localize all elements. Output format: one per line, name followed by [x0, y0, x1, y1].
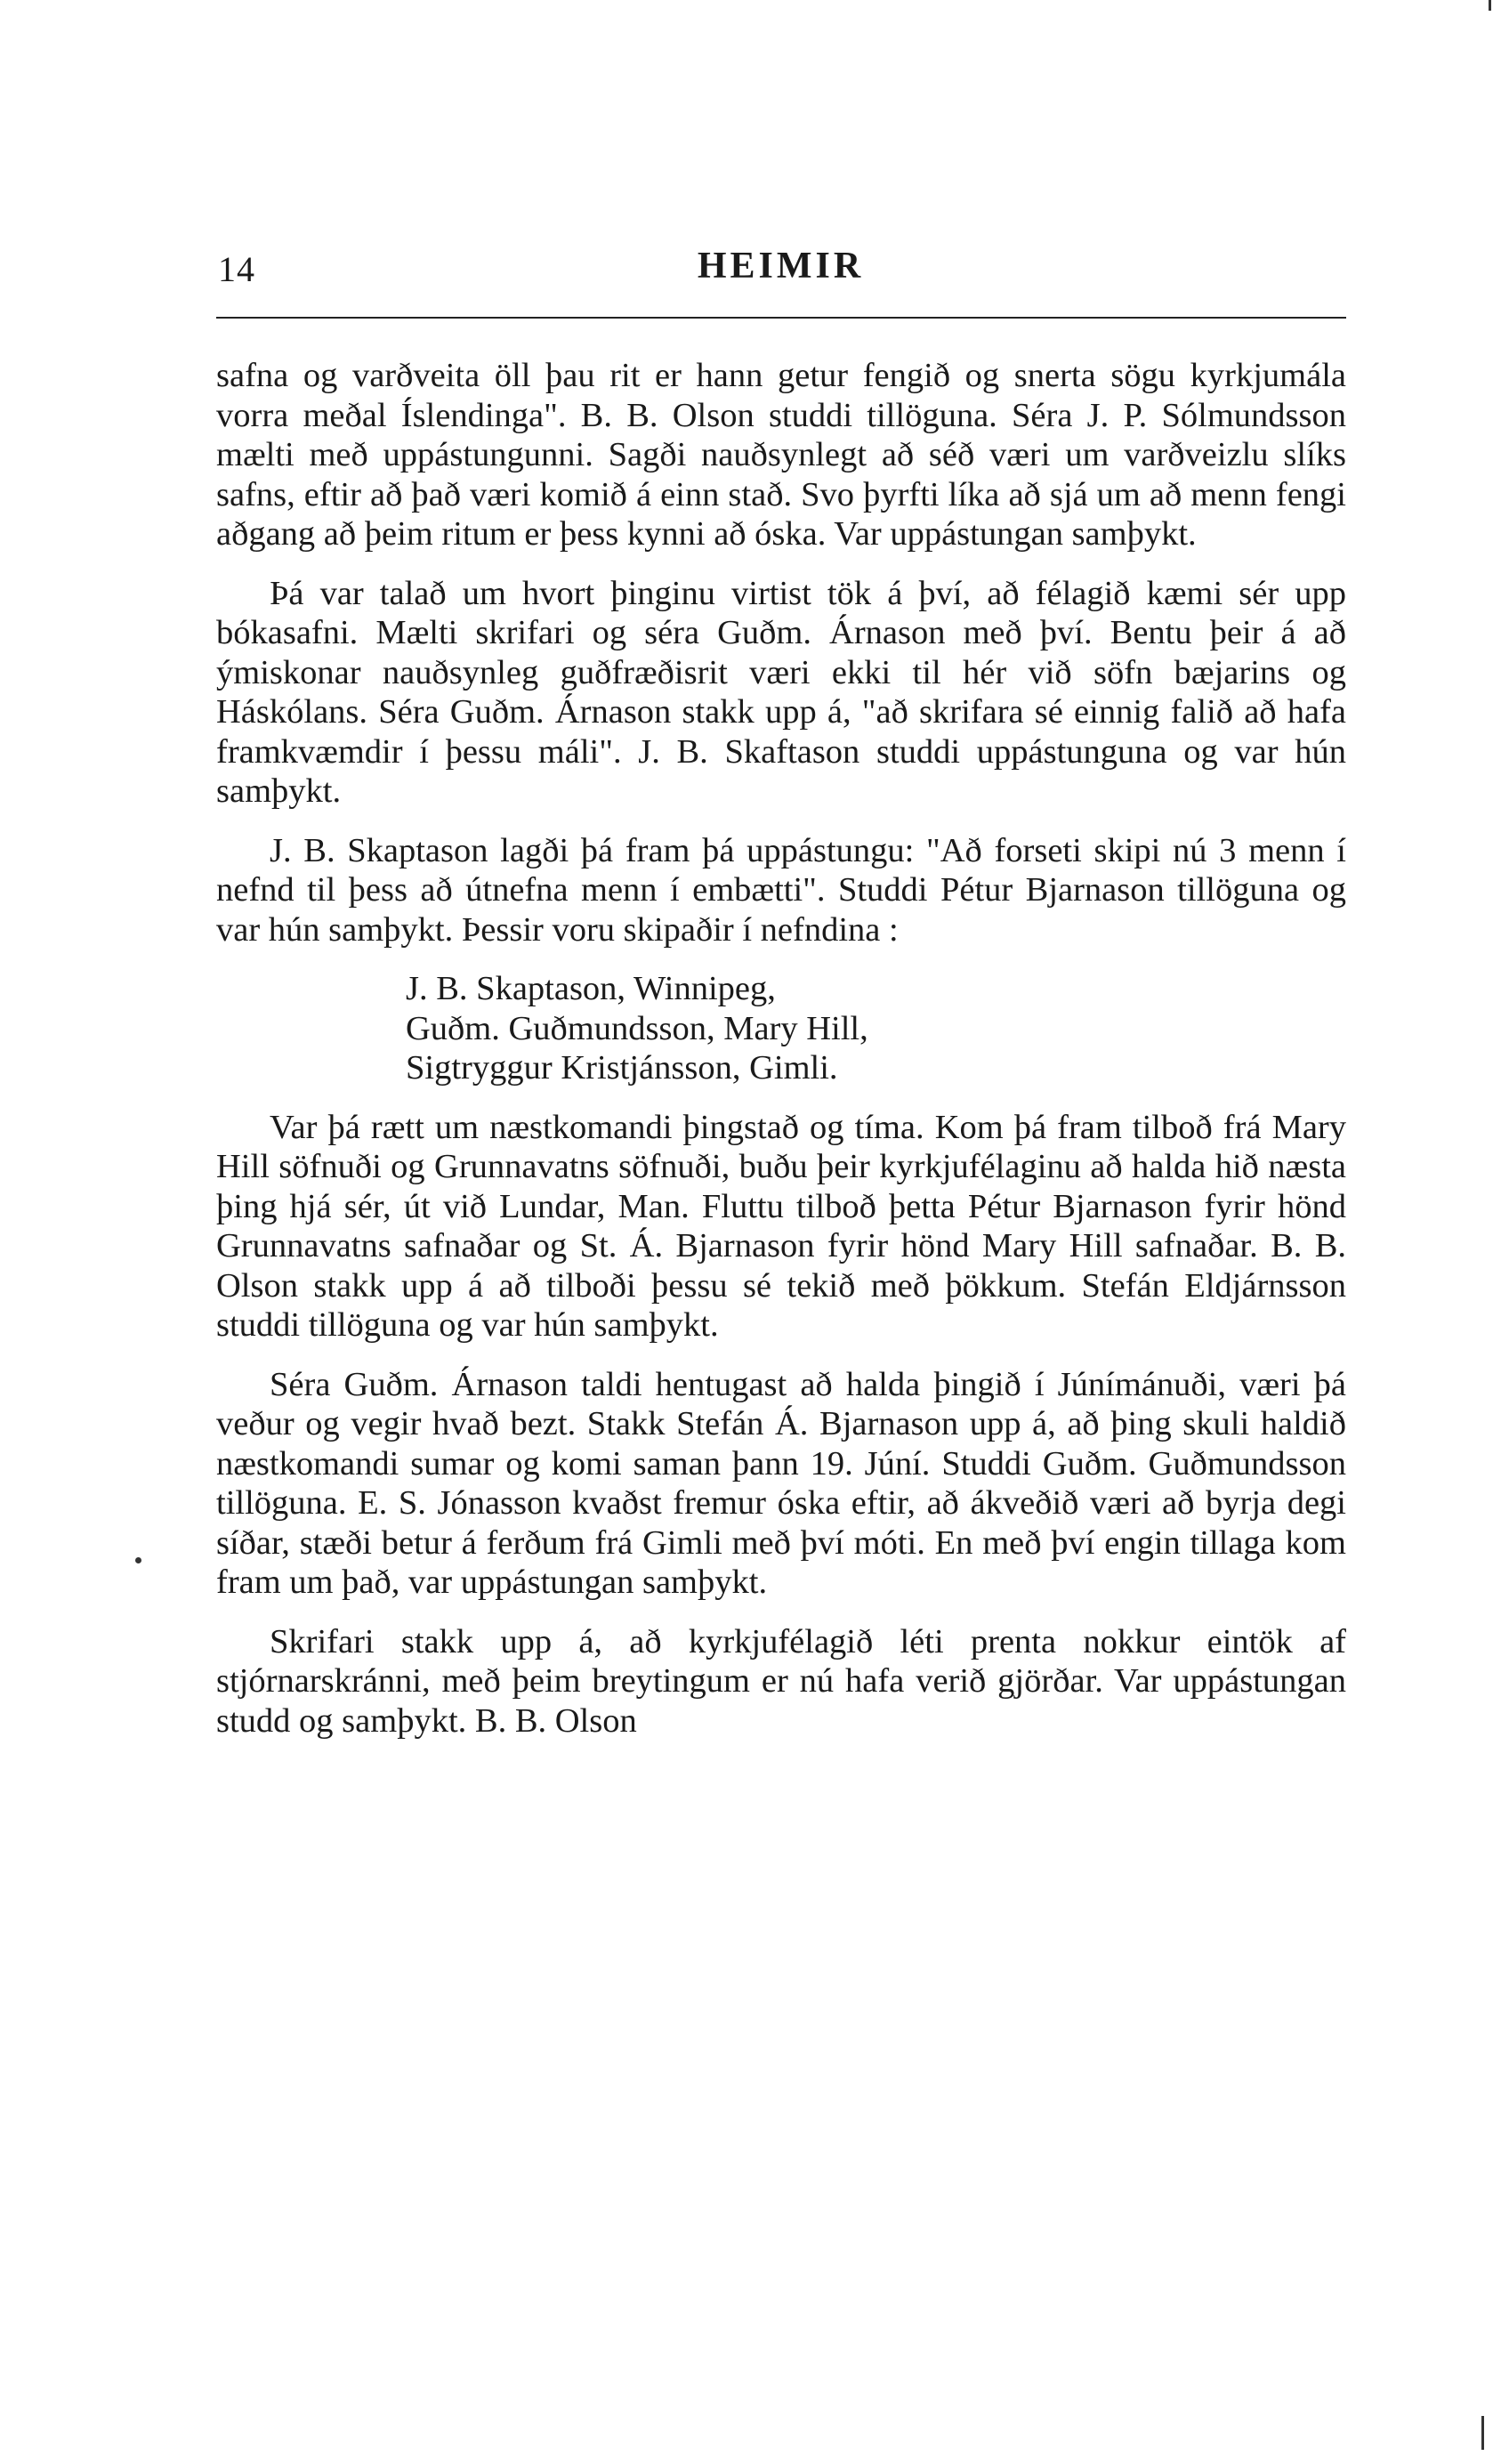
- page-number: 14: [218, 249, 255, 289]
- paragraph-3: J. B. Skaptason lagði þá fram þá uppástungu: "Að forseti skipi nú 3 menn í nefnd til þess að útnefna menn í embætti". Studdi Pétur Bjarnason tillöguna og var hún samþykt. Þessir voru skipaðir í nefndina :: [216, 831, 1346, 949]
- committee-member: J. B. Skaptason, Winnipeg,: [406, 970, 776, 1007]
- edge-mark: [1481, 2416, 1484, 2450]
- committee-member: Sigtryggur Kristjánsson, Gimli.: [406, 1049, 838, 1087]
- paragraph-4: Var þá rætt um næstkomandi þingstað og tíma. Kom þá fram tilboð frá Mary Hill söfnuði og Grunnavatns söfnuði, buðu þeir kyrkjufélaginu að halda hið næsta þing hjá sér, út við Lundar, Man. Fluttu tilboð þetta Pétur Bjarnason fyrir hönd Grunnavatns safnaðar og St. Á. Bjarnason fyrir hönd Mary Hill safnaðar. B. B. Olson stakk upp á að tilboði þessu sé tekið með þökkum. Stefán Eldjárnsson studdi tillöguna og var hún samþykt.: [216, 1108, 1346, 1344]
- paragraph-1: safna og varðveita öll þau rit er hann getur fengið og snerta sögu kyrkjumála vorra meðal Íslendinga". B. B. Olson studdi tillöguna. Séra J. P. Sólmundsson mælti með uppástungunni. Sagði nauðsynlegt að séð væri um varðveizlu slíks safns, eftir að það væri komið á einn stað. Svo þyrfti líka að sjá um að menn fengi aðgang að þeim ritum er þess kynni að óska. Var uppástungan samþykt.: [216, 357, 1346, 553]
- paragraph-2: Þá var talað um hvort þinginu virtist tök á því, að félagið kæmi sér upp bókasafni. Mælti skrifari og séra Guðm. Árnason með því. Bentu þeir á að ýmiskonar nauðsynleg guðfræðisrit væri ekki til hér við söfn bæjarins og Háskólans. Séra Guðm. Árnason stakk upp á, "að skrifara sé einnig falið að hafa framkvæmdir í þessu máli". J. B. Skaftason studdi uppástunguna og var hún samþykt.: [216, 574, 1346, 810]
- body-text: [216, 356, 1346, 1741]
- committee-member: Guðm. Guðmundsson, Mary Hill,: [406, 1009, 868, 1047]
- header-rule: [216, 317, 1346, 319]
- edge-mark: [1489, 0, 1491, 11]
- margin-dot: [135, 1557, 141, 1563]
- journal-title: HEIMIR: [697, 246, 865, 287]
- paragraph-5: Séra Guðm. Árnason taldi hentugast að halda þingið í Júnímánuði, væri þá veður og vegir hvað bezt. Stakk Stefán Á. Bjarnason upp á, að þing skuli haldið næstkomandi sumar og komi saman þann 19. Júní. Studdi Guðm. Guðmundsson tillöguna. E. S. Jónasson kvaðst fremur óska eftir, að ákveðið væri að byrja degi síðar, stæði betur á ferðum frá Gimli með því móti. En með því engin tillaga kom fram um það, var uppástungan samþykt.: [216, 1365, 1346, 1601]
- running-head: [218, 245, 1344, 298]
- committee-list: [216, 969, 1346, 1088]
- paragraph-6: Skrifari stakk upp á, að kyrkjufélagið léti prenta nokkur eintök af stjórnarskránni, með þeim breytingum er nú hafa verið gjörðar. Var uppástungan studd og samþykt. B. B. Olson: [216, 1622, 1346, 1740]
